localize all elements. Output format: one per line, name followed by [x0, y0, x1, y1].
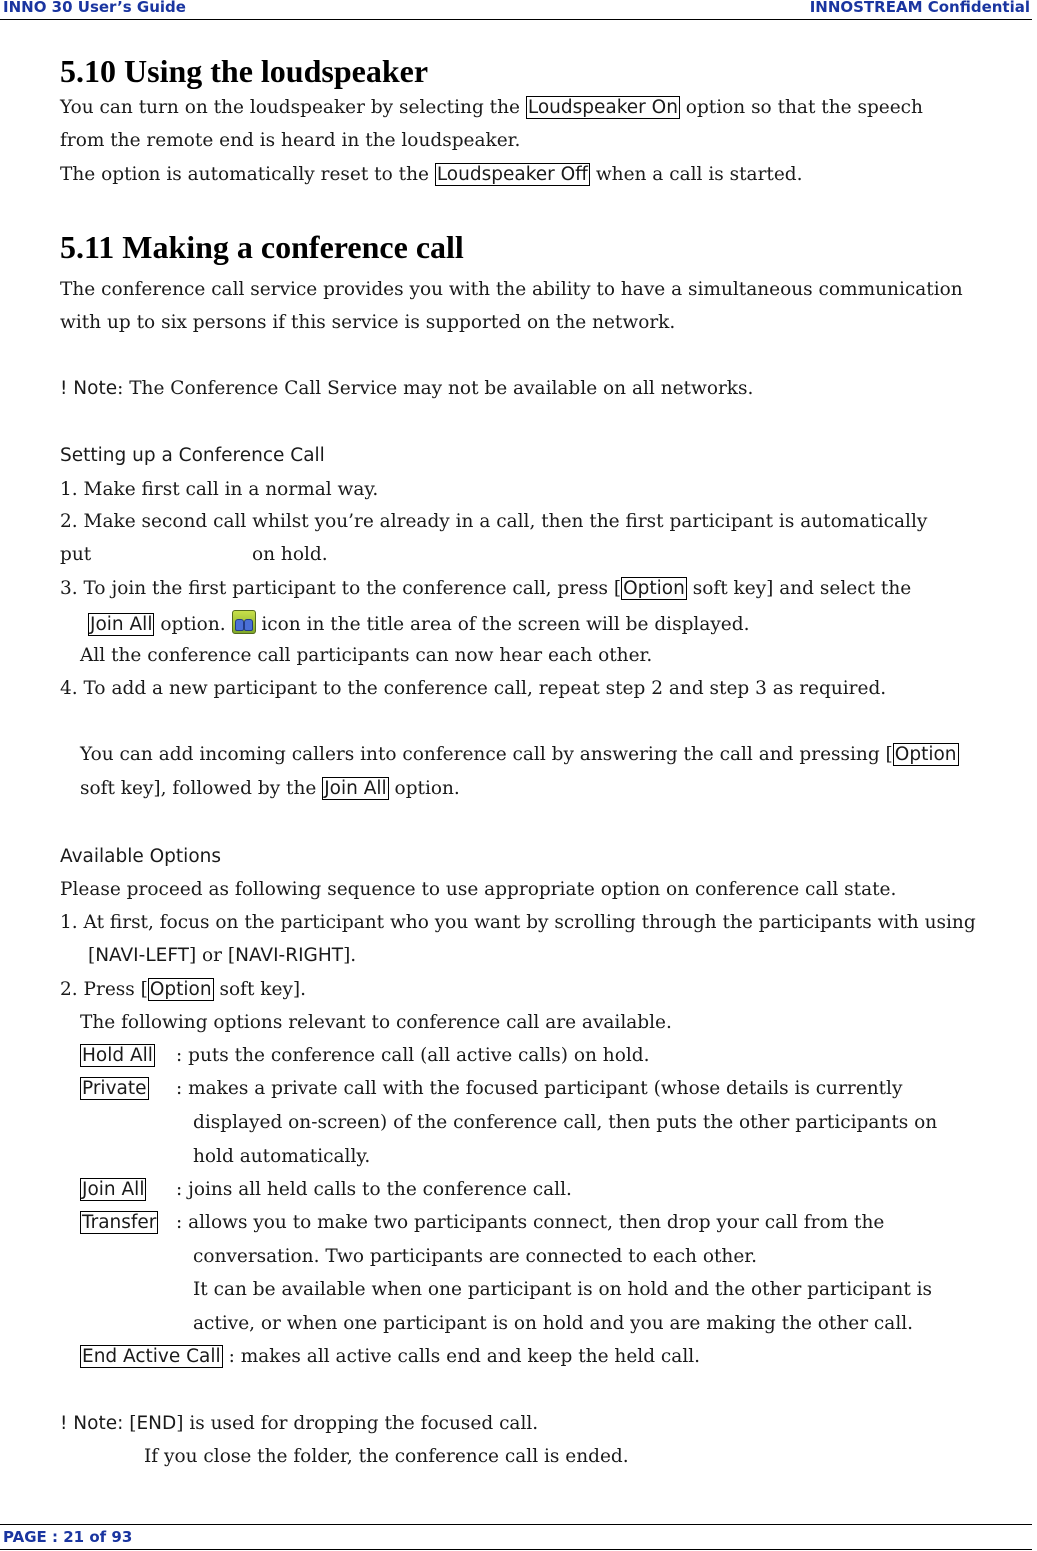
transfer-desc-4: active, or when one participant is on hold and you are making the other call. — [193, 1313, 914, 1334]
header-doc-title: INNO 30 User’s Guide — [3, 0, 186, 16]
para-line: with up to six persons if this service is supported on the network. — [60, 312, 676, 333]
note-2-cont: If you close the folder, the conference call is ended. — [144, 1446, 629, 1467]
hold-all-row — [80, 1044, 155, 1068]
page-number: PAGE : 21 of 93 — [3, 1528, 133, 1546]
loudspeaker-on-option: Loudspeaker On — [527, 97, 678, 118]
hold-all-desc: : puts the conference call (all active calls) on hold. — [176, 1045, 650, 1066]
join-all-desc: : joins all held calls to the conference call. — [176, 1179, 572, 1200]
step-2-cont: put — [60, 544, 92, 565]
private-desc-3: hold automatically. — [193, 1146, 371, 1167]
avail-step-1-cont: [NAVI-LEFT] or [NAVI-RIGHT]. — [88, 945, 357, 966]
setup-heading: Setting up a Conference Call — [60, 445, 325, 466]
para-line: You can turn on the loudspeaker by selecting the Loudspeaker On option so that the speech — [60, 97, 923, 118]
join-all-option: Join All — [324, 778, 387, 799]
section-5-11-title: 5.11 Making a conference call — [60, 229, 464, 265]
step-2: 2. Make second call whilst you’re already in a call, then the first participant is automatically — [60, 511, 928, 532]
step-1: 1. Make first call in a normal way. — [60, 479, 379, 500]
note-2-label: ! Note: — [60, 1413, 124, 1434]
conference-icon — [232, 610, 256, 634]
step-4: 4. To add a new participant to the conference call, repeat step 2 and step 3 as required. — [60, 678, 887, 699]
page-footer — [0, 1524, 1032, 1546]
step-3-cont: Join All option. icon in the title area of the screen will be displayed. — [88, 610, 749, 637]
end-active-desc: : makes all active calls end and keep the held call. — [228, 1346, 701, 1367]
transfer-desc: : allows you to make two participants connect, then drop your call from the — [176, 1212, 885, 1233]
step-3-cont2: All the conference call participants can now hear each other. — [80, 645, 653, 666]
join-all-row — [80, 1178, 146, 1202]
private-option: Private — [82, 1078, 147, 1099]
para-line: The option is automatically reset to the Loudspeaker Off when a call is started. — [60, 164, 803, 185]
end-key: END — [136, 1413, 177, 1434]
private-row — [80, 1077, 149, 1101]
avail-step-2-cont: The following options relevant to conference call are available. — [80, 1012, 672, 1033]
avail-step-2: 2. Press [ Option soft key]. — [60, 979, 306, 1000]
transfer-row — [80, 1211, 158, 1235]
incoming-line: You can add incoming callers into conference call by answering the call and pressing [ Option — [80, 744, 957, 765]
loudspeaker-off-option: Loudspeaker Off — [436, 164, 588, 185]
avail-step-1: 1. At first, focus on the participant who you want by scrolling through the participants with using — [60, 912, 976, 933]
note-label: ! Note — [60, 378, 118, 399]
end-active-call-option: End Active Call — [82, 1346, 221, 1367]
transfer-desc-2: conversation. Two participants are connected to each other. — [193, 1246, 757, 1267]
incoming-line-2: soft key], followed by the Join All option. — [80, 778, 460, 799]
header-confidential: INNOSTREAM Confidential — [809, 0, 1030, 16]
navi-left-key: NAVI-LEFT — [95, 945, 189, 966]
note-line: ! Note: The Conference Call Service may not be available on all networks. — [60, 378, 754, 399]
join-all-option: Join All — [82, 1179, 145, 1200]
private-desc: : makes a private call with the focused participant (whose details is currently — [176, 1078, 903, 1099]
transfer-desc-3: It can be available when one participant is on hold and the other participant is — [193, 1279, 933, 1300]
private-desc-2: displayed on-screen) of the conference call, then puts the other participants on — [193, 1112, 938, 1133]
para-line: from the remote end is heard in the loudspeaker. — [60, 130, 521, 151]
para-line: Please proceed as following sequence to use appropriate option on conference call state. — [60, 879, 897, 900]
step-3: 3. To join the first participant to the conference call, press [ Option soft key] and select the — [60, 578, 912, 599]
option-softkey: Option — [623, 578, 685, 599]
para-line: The conference call service provides you with the ability to have a simultaneous communication — [60, 279, 963, 300]
step-2-cont-b: on hold. — [252, 544, 328, 565]
join-all-option: Join All — [90, 614, 153, 635]
end-active-row — [80, 1345, 700, 1369]
option-softkey: Option — [149, 979, 212, 1000]
transfer-option: Transfer — [82, 1212, 157, 1233]
section-5-10-title: 5.10 Using the loudspeaker — [60, 53, 429, 89]
available-options-heading: Available Options — [60, 846, 221, 867]
option-softkey: Option — [894, 744, 957, 765]
navi-right-key: NAVI-RIGHT — [235, 945, 344, 966]
hold-all-option: Hold All — [82, 1045, 153, 1066]
page-header — [0, 0, 1032, 20]
note-2-line: ! Note: [END] is used for dropping the focused call. — [60, 1413, 539, 1434]
